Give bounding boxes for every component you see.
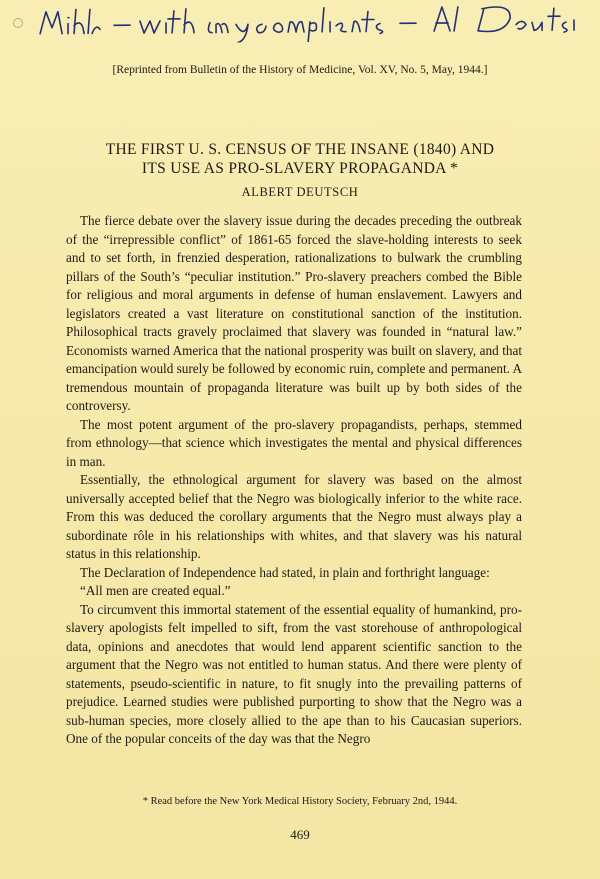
article-title xyxy=(60,140,540,178)
footnote: * Read before the New York Medical History Society, February 2nd, 1944. xyxy=(142,796,458,807)
title-line-1: THE FIRST U. S. CENSUS OF THE INSANE (1840) AND xyxy=(105,141,495,158)
author-name: ALBERT DEUTSCH xyxy=(241,185,359,199)
page-number: 469 xyxy=(290,827,310,842)
paragraph: The Declaration of Independence had stated, in plain and forthright language: xyxy=(80,564,490,580)
article-body xyxy=(66,212,522,749)
handwritten-inscription xyxy=(22,0,582,44)
paragraph: The fierce debate over the slavery issue during the decades preceding the outbreak of the “irrepressible conflict” of 1861-65 forced the slave-holding interests to seek and to set forth, in frenzied desperation, rationalizations to bulwark the crumbling pillars of the South’s “peculiar institution.” Pro-slavery preachers combed the Bible for religious and moral arguments in defense of human enslavement. Lawyers and legislators created a vast literature on constitutional sanction of the institution. Philosophical tracts gravely proclaimed that slavery was founded in “natural law.” Economists warned America that the national prosperity was built on slavery, and that emancipation would surely be followed by economic ruin, complete and permanent. A tremendous mountain of propaganda literature was built up by both sides of the controversy. xyxy=(66,213,522,413)
paragraph: Essentially, the ethnological argument for slavery was based on the almost universally accepted belief that the Negro was biologically inferior to the white race. From this was deduced the corollary arguments that the Negro must always play a subordinate rôle in his relationships with whites, and that slavery was his natural status in this relationship. xyxy=(66,472,522,561)
quotation: “All men are created equal.” xyxy=(80,583,231,598)
handwriting-scribble xyxy=(22,0,582,44)
paragraph: To circumvent this immortal statement of the essential equality of humankind, pro-slavery apologists felt impelled to sift, from the vast storehouse of anthropological data, opinions and anecdotes that would lend apparent scientific sanction to the argument that the Negro was not entitled to human status. And there were plenty of statements, pseudo-scientific in nature, to fit snugly into the prevailing patterns of prejudice. Learned studies were published purporting to show that the Negro was a sub-human species, more closely allied to the ape than to his Caucasian superiors. One of the popular conceits of the day was that the Negro xyxy=(66,601,522,746)
paragraph: The most potent argument of the pro-slavery propagandists, perhaps, stemmed from ethnology—that science which investigates the mental and physical differences in man. xyxy=(66,416,522,469)
title-line-2: ITS USE AS PRO-SLAVERY PROPAGANDA * xyxy=(141,160,459,177)
reprint-notice: [Reprinted from Bulletin of the History of Medicine, Vol. XV, No. 5, May, 1944.] xyxy=(112,64,488,76)
